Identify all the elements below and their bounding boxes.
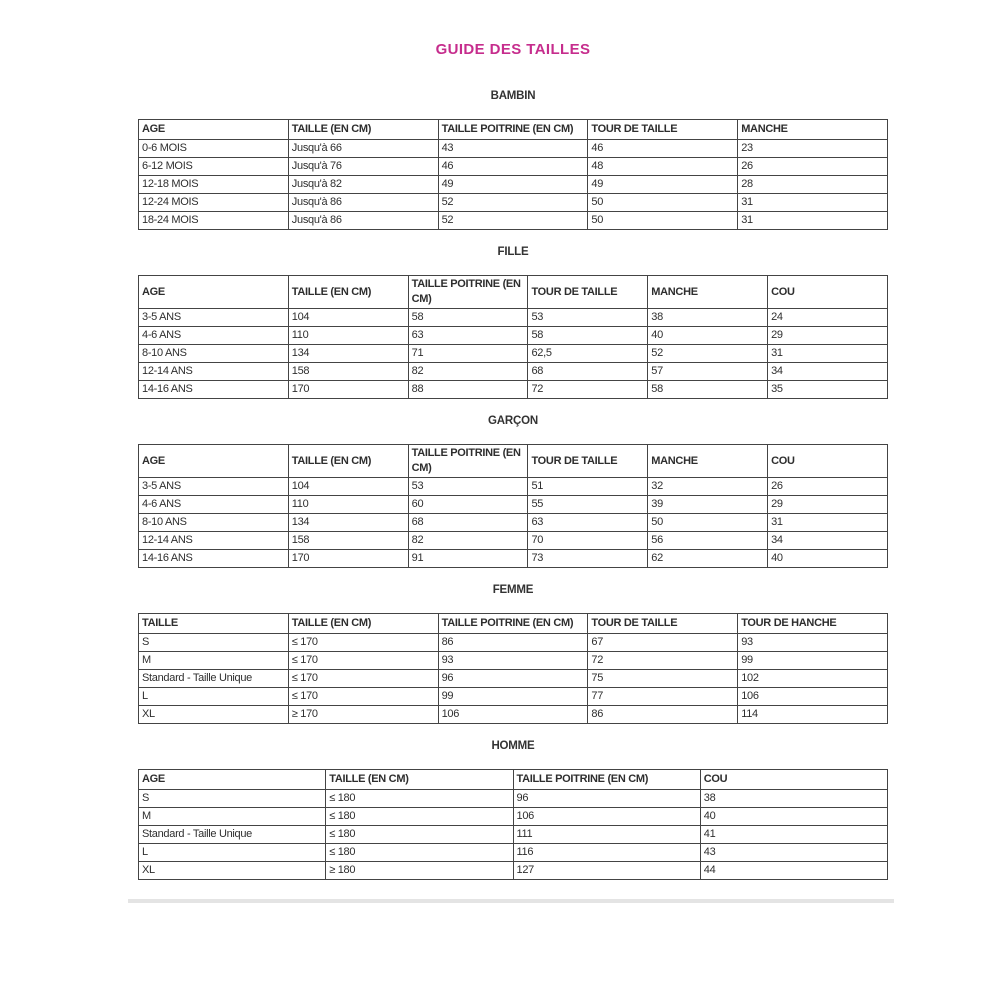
table-cell: 48 bbox=[588, 158, 738, 176]
size-table-bambin bbox=[138, 119, 888, 230]
table-cell: 93 bbox=[438, 652, 588, 670]
table-cell: 58 bbox=[408, 309, 528, 327]
table-row bbox=[139, 212, 888, 230]
table-cell: 4-6 ANS bbox=[139, 327, 289, 345]
table-cell: 86 bbox=[438, 634, 588, 652]
table-cell: M bbox=[139, 808, 326, 826]
size-table-homme bbox=[138, 769, 888, 880]
table-cell: 91 bbox=[408, 550, 528, 568]
column-header: COU bbox=[700, 770, 887, 790]
table-cell: 29 bbox=[768, 496, 888, 514]
table-cell: 77 bbox=[588, 688, 738, 706]
table-cell: 134 bbox=[288, 345, 408, 363]
table-row bbox=[139, 844, 888, 862]
table-cell: Jusqu'à 82 bbox=[288, 176, 438, 194]
table-cell: 50 bbox=[648, 514, 768, 532]
table-cell: 40 bbox=[700, 808, 887, 826]
table-cell: 24 bbox=[768, 309, 888, 327]
table-cell: ≥ 180 bbox=[326, 862, 513, 880]
table-cell: 110 bbox=[288, 327, 408, 345]
table-cell: 68 bbox=[528, 363, 648, 381]
column-header: TAILLE POITRINE (EN CM) bbox=[438, 614, 588, 634]
table-cell: 96 bbox=[438, 670, 588, 688]
table-cell: 14-16 ANS bbox=[139, 550, 289, 568]
table-cell: 18-24 MOIS bbox=[139, 212, 289, 230]
header-row bbox=[139, 120, 888, 140]
table-cell: 56 bbox=[648, 532, 768, 550]
table-cell: 31 bbox=[768, 514, 888, 532]
header-row bbox=[139, 445, 888, 478]
table-cell: Standard - Taille Unique bbox=[139, 826, 326, 844]
table-row bbox=[139, 826, 888, 844]
table-cell: 31 bbox=[768, 345, 888, 363]
table-cell: ≤ 180 bbox=[326, 826, 513, 844]
column-header: TAILLE (EN CM) bbox=[326, 770, 513, 790]
section-garcon bbox=[138, 416, 888, 568]
table-row bbox=[139, 688, 888, 706]
table-cell: XL bbox=[139, 706, 289, 724]
table-cell: 32 bbox=[648, 478, 768, 496]
table-row bbox=[139, 790, 888, 808]
column-header: TAILLE POITRINE (EN CM) bbox=[408, 445, 528, 478]
table-cell: 106 bbox=[513, 808, 700, 826]
table-cell: 12-18 MOIS bbox=[139, 176, 289, 194]
table-cell: Jusqu'à 86 bbox=[288, 212, 438, 230]
table-cell: 40 bbox=[648, 327, 768, 345]
table-cell: 26 bbox=[738, 158, 888, 176]
column-header: TAILLE bbox=[139, 614, 289, 634]
table-cell: 110 bbox=[288, 496, 408, 514]
column-header: TOUR DE HANCHE bbox=[738, 614, 888, 634]
section-homme bbox=[138, 741, 888, 880]
table-row bbox=[139, 670, 888, 688]
table-cell: 23 bbox=[738, 140, 888, 158]
column-header: COU bbox=[768, 445, 888, 478]
table-cell: 31 bbox=[738, 212, 888, 230]
section-heading-garcon: GARÇON bbox=[488, 415, 538, 427]
table-cell: 99 bbox=[738, 652, 888, 670]
table-cell: 127 bbox=[513, 862, 700, 880]
table-row bbox=[139, 496, 888, 514]
table-row bbox=[139, 381, 888, 399]
column-header: TAILLE POITRINE (EN CM) bbox=[438, 120, 588, 140]
table-cell: 51 bbox=[528, 478, 648, 496]
table-cell: L bbox=[139, 688, 289, 706]
column-header: MANCHE bbox=[648, 445, 768, 478]
table-cell: 62,5 bbox=[528, 345, 648, 363]
column-header: TAILLE (EN CM) bbox=[288, 445, 408, 478]
table-cell: 38 bbox=[700, 790, 887, 808]
table-cell: 71 bbox=[408, 345, 528, 363]
table-cell: 12-14 ANS bbox=[139, 363, 289, 381]
table-cell: ≤ 170 bbox=[288, 670, 438, 688]
table-cell: 104 bbox=[288, 478, 408, 496]
size-guide-content bbox=[138, 0, 888, 880]
column-header: AGE bbox=[139, 120, 289, 140]
table-row bbox=[139, 652, 888, 670]
table-cell: 111 bbox=[513, 826, 700, 844]
table-cell: 86 bbox=[588, 706, 738, 724]
table-cell: 58 bbox=[528, 327, 648, 345]
table-row bbox=[139, 550, 888, 568]
table-row bbox=[139, 176, 888, 194]
table-cell: 29 bbox=[768, 327, 888, 345]
table-cell: 82 bbox=[408, 532, 528, 550]
table-cell: 62 bbox=[648, 550, 768, 568]
table-cell: 14-16 ANS bbox=[139, 381, 289, 399]
table-cell: Jusqu'à 86 bbox=[288, 194, 438, 212]
header-row bbox=[139, 276, 888, 309]
section-heading-fille: FILLE bbox=[497, 246, 529, 258]
table-row bbox=[139, 634, 888, 652]
table-cell: ≤ 180 bbox=[326, 790, 513, 808]
table-cell: 170 bbox=[288, 550, 408, 568]
table-cell: 53 bbox=[408, 478, 528, 496]
size-table-femme bbox=[138, 613, 888, 724]
table-row bbox=[139, 345, 888, 363]
table-cell: 99 bbox=[438, 688, 588, 706]
table-cell: 49 bbox=[438, 176, 588, 194]
table-cell: 57 bbox=[648, 363, 768, 381]
table-cell: 35 bbox=[768, 381, 888, 399]
section-heading-femme: FEMME bbox=[492, 584, 534, 596]
table-cell: 41 bbox=[700, 826, 887, 844]
table-cell: ≥ 170 bbox=[288, 706, 438, 724]
table-cell: 46 bbox=[438, 158, 588, 176]
section-fille bbox=[138, 247, 888, 399]
table-cell: 52 bbox=[438, 212, 588, 230]
table-cell: 72 bbox=[588, 652, 738, 670]
table-cell: 40 bbox=[768, 550, 888, 568]
table-cell: 53 bbox=[528, 309, 648, 327]
section-heading-homme: HOMME bbox=[491, 740, 535, 752]
table-cell: 82 bbox=[408, 363, 528, 381]
table-cell: ≤ 170 bbox=[288, 634, 438, 652]
table-cell: 44 bbox=[700, 862, 887, 880]
table-cell: 34 bbox=[768, 532, 888, 550]
table-row bbox=[139, 194, 888, 212]
table-cell: 55 bbox=[528, 496, 648, 514]
section-femme bbox=[138, 585, 888, 724]
table-cell: 88 bbox=[408, 381, 528, 399]
table-cell: Jusqu'à 76 bbox=[288, 158, 438, 176]
table-cell: S bbox=[139, 790, 326, 808]
table-cell: 50 bbox=[588, 194, 738, 212]
column-header: AGE bbox=[139, 276, 289, 309]
table-cell: 49 bbox=[588, 176, 738, 194]
table-cell: 72 bbox=[528, 381, 648, 399]
table-cell: 34 bbox=[768, 363, 888, 381]
table-cell: 93 bbox=[738, 634, 888, 652]
table-cell: 114 bbox=[738, 706, 888, 724]
column-header: TAILLE POITRINE (EN CM) bbox=[513, 770, 700, 790]
table-cell: 43 bbox=[700, 844, 887, 862]
table-row bbox=[139, 862, 888, 880]
table-cell: 63 bbox=[408, 327, 528, 345]
page-title: GUIDE DES TAILLES bbox=[435, 41, 591, 58]
table-cell: 102 bbox=[738, 670, 888, 688]
table-cell: 12-14 ANS bbox=[139, 532, 289, 550]
table-cell: 3-5 ANS bbox=[139, 478, 289, 496]
table-cell: 158 bbox=[288, 363, 408, 381]
column-header: TAILLE (EN CM) bbox=[288, 276, 408, 309]
column-header: MANCHE bbox=[738, 120, 888, 140]
table-cell: 63 bbox=[528, 514, 648, 532]
table-row bbox=[139, 532, 888, 550]
table-cell: ≤ 170 bbox=[288, 652, 438, 670]
table-cell: 12-24 MOIS bbox=[139, 194, 289, 212]
table-cell: 96 bbox=[513, 790, 700, 808]
size-table-fille bbox=[138, 275, 888, 399]
size-table-garcon bbox=[138, 444, 888, 568]
table-cell: 170 bbox=[288, 381, 408, 399]
table-cell: Jusqu'à 66 bbox=[288, 140, 438, 158]
table-row bbox=[139, 514, 888, 532]
column-header: TAILLE (EN CM) bbox=[288, 120, 438, 140]
column-header: TOUR DE TAILLE bbox=[588, 120, 738, 140]
column-header: TOUR DE TAILLE bbox=[528, 276, 648, 309]
column-header: COU bbox=[768, 276, 888, 309]
table-cell: XL bbox=[139, 862, 326, 880]
column-header: TOUR DE TAILLE bbox=[588, 614, 738, 634]
table-cell: 60 bbox=[408, 496, 528, 514]
table-cell: Standard - Taille Unique bbox=[139, 670, 289, 688]
table-cell: 46 bbox=[588, 140, 738, 158]
table-cell: 73 bbox=[528, 550, 648, 568]
header-row bbox=[139, 614, 888, 634]
table-cell: 52 bbox=[438, 194, 588, 212]
section-heading-bambin: BAMBIN bbox=[490, 90, 536, 102]
column-header: MANCHE bbox=[648, 276, 768, 309]
table-row bbox=[139, 363, 888, 381]
table-cell: 158 bbox=[288, 532, 408, 550]
table-cell: 8-10 ANS bbox=[139, 345, 289, 363]
table-cell: ≤ 180 bbox=[326, 808, 513, 826]
table-cell: 0-6 MOIS bbox=[139, 140, 289, 158]
table-cell: 3-5 ANS bbox=[139, 309, 289, 327]
table-cell: 38 bbox=[648, 309, 768, 327]
table-cell: 58 bbox=[648, 381, 768, 399]
table-cell: S bbox=[139, 634, 289, 652]
column-header: AGE bbox=[139, 770, 326, 790]
table-cell: L bbox=[139, 844, 326, 862]
table-cell: 75 bbox=[588, 670, 738, 688]
table-cell: 67 bbox=[588, 634, 738, 652]
table-cell: 8-10 ANS bbox=[139, 514, 289, 532]
table-cell: 104 bbox=[288, 309, 408, 327]
table-row bbox=[139, 158, 888, 176]
table-cell: 106 bbox=[738, 688, 888, 706]
table-cell: 31 bbox=[738, 194, 888, 212]
table-cell: 52 bbox=[648, 345, 768, 363]
table-cell: 50 bbox=[588, 212, 738, 230]
table-row bbox=[139, 706, 888, 724]
table-cell: ≤ 170 bbox=[288, 688, 438, 706]
table-cell: ≤ 180 bbox=[326, 844, 513, 862]
column-header: TAILLE (EN CM) bbox=[288, 614, 438, 634]
table-cell: 4-6 ANS bbox=[139, 496, 289, 514]
column-header: AGE bbox=[139, 445, 289, 478]
table-row bbox=[139, 478, 888, 496]
table-row bbox=[139, 309, 888, 327]
table-cell: 43 bbox=[438, 140, 588, 158]
table-cell: 28 bbox=[738, 176, 888, 194]
table-cell: M bbox=[139, 652, 289, 670]
table-row bbox=[139, 327, 888, 345]
section-bambin bbox=[138, 91, 888, 230]
column-header: TOUR DE TAILLE bbox=[528, 445, 648, 478]
size-tables-container bbox=[138, 91, 888, 880]
column-header: TAILLE POITRINE (EN CM) bbox=[408, 276, 528, 309]
table-cell: 6-12 MOIS bbox=[139, 158, 289, 176]
table-cell: 134 bbox=[288, 514, 408, 532]
table-cell: 70 bbox=[528, 532, 648, 550]
header-row bbox=[139, 770, 888, 790]
table-row bbox=[139, 140, 888, 158]
table-cell: 26 bbox=[768, 478, 888, 496]
table-cell: 116 bbox=[513, 844, 700, 862]
table-cell: 68 bbox=[408, 514, 528, 532]
bottom-divider bbox=[128, 899, 894, 903]
table-row bbox=[139, 808, 888, 826]
table-cell: 106 bbox=[438, 706, 588, 724]
table-cell: 39 bbox=[648, 496, 768, 514]
